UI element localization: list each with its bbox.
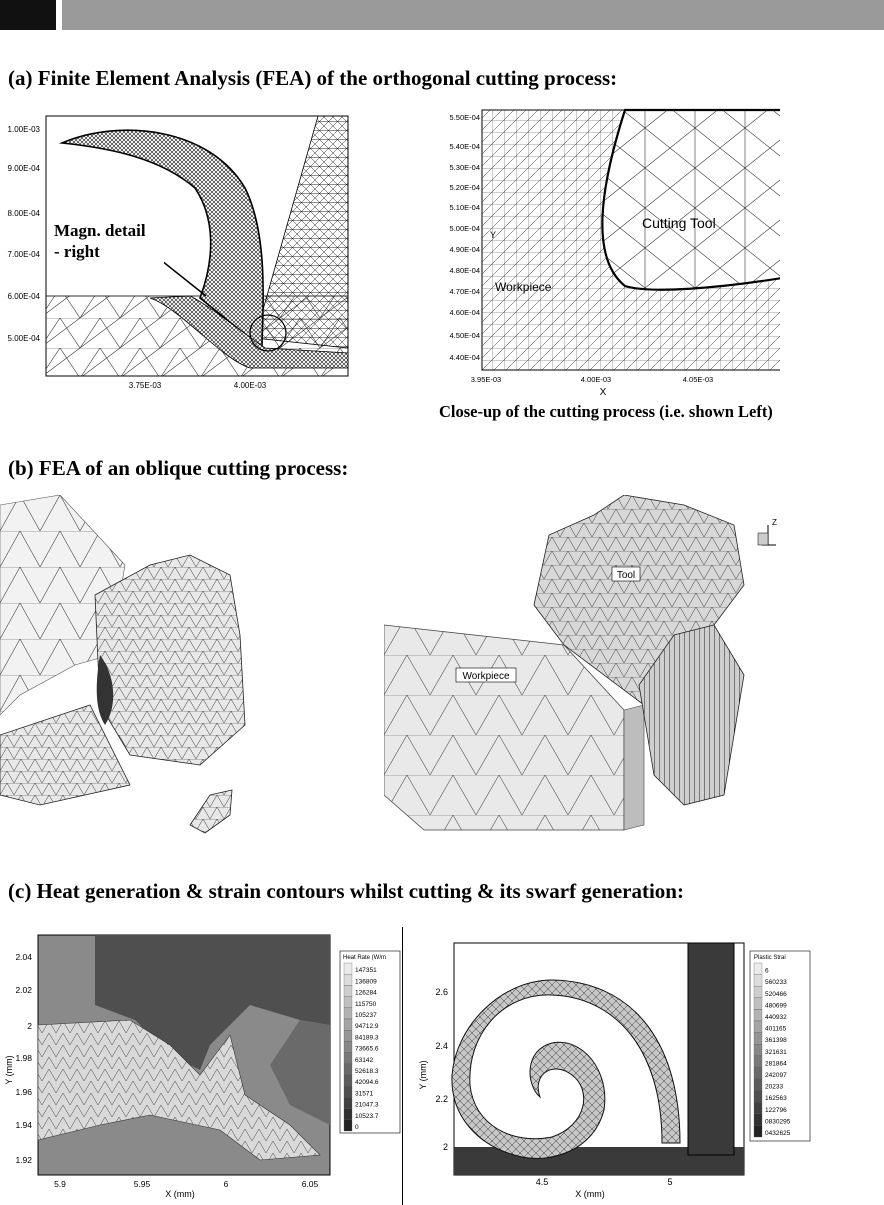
legend-value: 21047.3 (355, 1101, 379, 1109)
y-tick: 7.00E-04 (7, 250, 40, 259)
legend-swatch (344, 1041, 352, 1052)
x-tick: 5.9 (54, 1179, 66, 1189)
y-tick: 1.98 (15, 1053, 32, 1063)
x-axis-label: X (mm) (575, 1189, 605, 1199)
legend-value: 520466 (765, 990, 787, 998)
y-tick: 1.94 (15, 1120, 32, 1130)
y-tick: 5.50E-04 (449, 113, 480, 122)
y-tick: 5.10E-04 (449, 203, 480, 212)
y-tick: 5.00E-04 (449, 224, 480, 233)
page-marker-block (0, 0, 56, 30)
legend-swatch (344, 1008, 352, 1019)
oblique-fea-right-view (384, 495, 784, 835)
x-tick: 4.00E-03 (233, 381, 267, 390)
right-plot-x-ticks (471, 375, 713, 384)
header-bar (62, 0, 884, 30)
strain-x-ticks (536, 1177, 673, 1187)
panel-divider (402, 927, 403, 1205)
x-tick: 6 (223, 1179, 229, 1189)
y-tick: 5.40E-04 (449, 142, 480, 151)
legend-value: 560233 (765, 979, 787, 987)
legend-swatch (754, 1056, 762, 1068)
legend-value: 20233 (765, 1083, 784, 1091)
x-tick: 5.95 (133, 1179, 151, 1189)
y-tick: 9.00E-04 (7, 164, 40, 173)
x-tick: 3.95E-03 (470, 375, 502, 384)
y-tick: 1.92 (15, 1155, 32, 1165)
tool-label: Cutting Tool (642, 215, 716, 231)
legend-swatch (754, 975, 762, 987)
legend-swatch (754, 963, 762, 975)
legend-value: 10523.7 (355, 1112, 379, 1120)
legend-swatch (344, 997, 352, 1008)
callout-line2: - right (54, 242, 100, 261)
y-tick: 2 (442, 1142, 448, 1152)
legend-value: 401165 (765, 1025, 787, 1033)
legend-value: 122796 (765, 1106, 787, 1114)
legend-value: 480699 (765, 1002, 787, 1010)
legend-swatch (344, 1086, 352, 1097)
y-tick: 1.96 (15, 1087, 32, 1097)
y-tick: 2 (27, 1021, 32, 1031)
x-axis-label: X (599, 387, 607, 398)
legend-value: 0432625 (765, 1130, 791, 1137)
legend-value: 31571 (355, 1090, 374, 1098)
legend-swatch (754, 1009, 762, 1021)
legend-value: 94712.9 (355, 1023, 379, 1031)
orthogonal-closeup-plot (420, 108, 780, 400)
legend-swatch (754, 1079, 762, 1091)
legend-swatch (754, 1067, 762, 1079)
legend-value: 63142 (355, 1056, 374, 1064)
tool-label: Tool (616, 570, 636, 581)
legend-swatch (754, 1021, 762, 1033)
y-tick: 2.4 (435, 1041, 448, 1051)
legend-swatch (344, 1053, 352, 1064)
legend-value: 84189.3 (355, 1034, 379, 1042)
legend-value: 281864 (765, 1060, 787, 1068)
y-tick: 8.00E-04 (7, 209, 40, 218)
strain-y-ticks (435, 987, 448, 1152)
legend-value: 0 (355, 1124, 359, 1131)
legend-swatch (754, 1044, 762, 1056)
heat-x-ticks (54, 1179, 318, 1189)
section-a-heading: (a) Finite Element Analysis (FEA) of the orthogonal cutting process: (8, 66, 618, 90)
heat-rate-contour-plot (0, 925, 405, 1205)
legend-swatch (344, 1120, 352, 1131)
y-tick: 6.00E-04 (7, 292, 40, 301)
legend-swatch (344, 1064, 352, 1075)
axis-triad-icon (758, 518, 777, 545)
heat-rate-legend (340, 951, 400, 1133)
y-axis-label: Y (mm) (418, 1060, 428, 1090)
legend-value: 136809 (355, 978, 377, 986)
legend-value: 0830295 (765, 1118, 791, 1126)
y-tick: 5.30E-04 (449, 163, 480, 172)
y-tick: 5.00E-04 (7, 334, 40, 343)
y-tick: 4.80E-04 (449, 266, 480, 275)
plastic-strain-legend (750, 951, 810, 1141)
y-tick: 4.50E-04 (449, 331, 480, 340)
x-tick: 6.05 (301, 1179, 319, 1189)
y-tick: 5.20E-04 (449, 183, 480, 192)
heat-y-ticks (15, 952, 32, 1165)
workpiece-label: Workpiece (462, 671, 510, 682)
legend-swatch (754, 1102, 762, 1114)
legend-swatch (344, 1109, 352, 1120)
x-axis-label: X (mm) (165, 1189, 195, 1199)
closeup-caption: Close-up of the cutting process (i.e. shown Left) (439, 402, 773, 421)
legend-value: 242097 (765, 1072, 787, 1079)
legend-swatch (344, 963, 352, 974)
x-tick: 5 (667, 1177, 673, 1187)
legend-value: 440932 (765, 1014, 787, 1021)
legend-swatch (344, 1019, 352, 1030)
legend-swatch (754, 1091, 762, 1103)
oblique-fea-left-view (0, 495, 260, 835)
y-tick: 4.40E-04 (449, 353, 480, 362)
left-plot-x-ticks (129, 381, 267, 390)
legend-value: 6 (765, 967, 769, 975)
legend-title: Heat Rate (W/m (343, 955, 387, 961)
legend-title: Plastic Strai (754, 955, 786, 961)
orthogonal-fea-plot (0, 108, 360, 398)
y-tick: 4.70E-04 (449, 287, 480, 296)
workpiece-label: Workpiece (495, 280, 552, 294)
legend-value: 162563 (765, 1095, 787, 1103)
y-axis-label: Y (mm) (4, 1055, 14, 1085)
y-tick: 4.90E-04 (449, 245, 480, 254)
legend-value: 361398 (765, 1037, 787, 1045)
section-b-heading: (b) FEA of an oblique cutting process: (8, 456, 349, 480)
x-tick: 3.75E-03 (128, 381, 162, 390)
y-tick: 1.00E-03 (7, 125, 40, 134)
legend-swatch (754, 986, 762, 998)
axis-label: Z (772, 518, 777, 527)
x-tick: 4.00E-03 (580, 375, 612, 384)
x-tick: 4.05E-03 (682, 375, 714, 384)
legend-swatch (344, 1030, 352, 1041)
legend-swatch (754, 1125, 762, 1137)
legend-value: 115750 (355, 1000, 377, 1008)
legend-value: 105237 (355, 1012, 377, 1019)
legend-swatch (344, 1097, 352, 1108)
top-banner (0, 0, 884, 30)
y-tick: 2.02 (15, 985, 32, 995)
section-c-heading: (c) Heat generation & strain contours whilst cutting & its swarf generation: (8, 879, 684, 903)
left-plot-y-ticks (8, 125, 41, 343)
legend-swatch (344, 1075, 352, 1086)
y-tick: 2.04 (15, 952, 32, 962)
legend-value: 321631 (765, 1048, 787, 1056)
legend-swatch (754, 998, 762, 1010)
legend-value: 147351 (355, 967, 377, 975)
y-tick: 2.2 (435, 1094, 448, 1104)
legend-value: 52618.3 (355, 1068, 379, 1075)
legend-swatch (344, 974, 352, 985)
y-axis-label: Y (490, 230, 497, 240)
legend-swatch (344, 985, 352, 996)
legend-value: 42094.6 (355, 1079, 379, 1087)
legend-swatch (754, 1114, 762, 1126)
callout-line1: Magn. detail (54, 221, 146, 240)
legend-swatch (754, 1033, 762, 1045)
legend-value: 126284 (355, 989, 377, 997)
y-tick: 4.60E-04 (449, 308, 480, 317)
legend-value: 73665.6 (355, 1045, 379, 1053)
right-plot-y-ticks (450, 113, 480, 362)
x-tick: 4.5 (535, 1177, 549, 1187)
plastic-strain-contour-plot (412, 925, 812, 1205)
y-tick: 2.6 (435, 987, 448, 997)
